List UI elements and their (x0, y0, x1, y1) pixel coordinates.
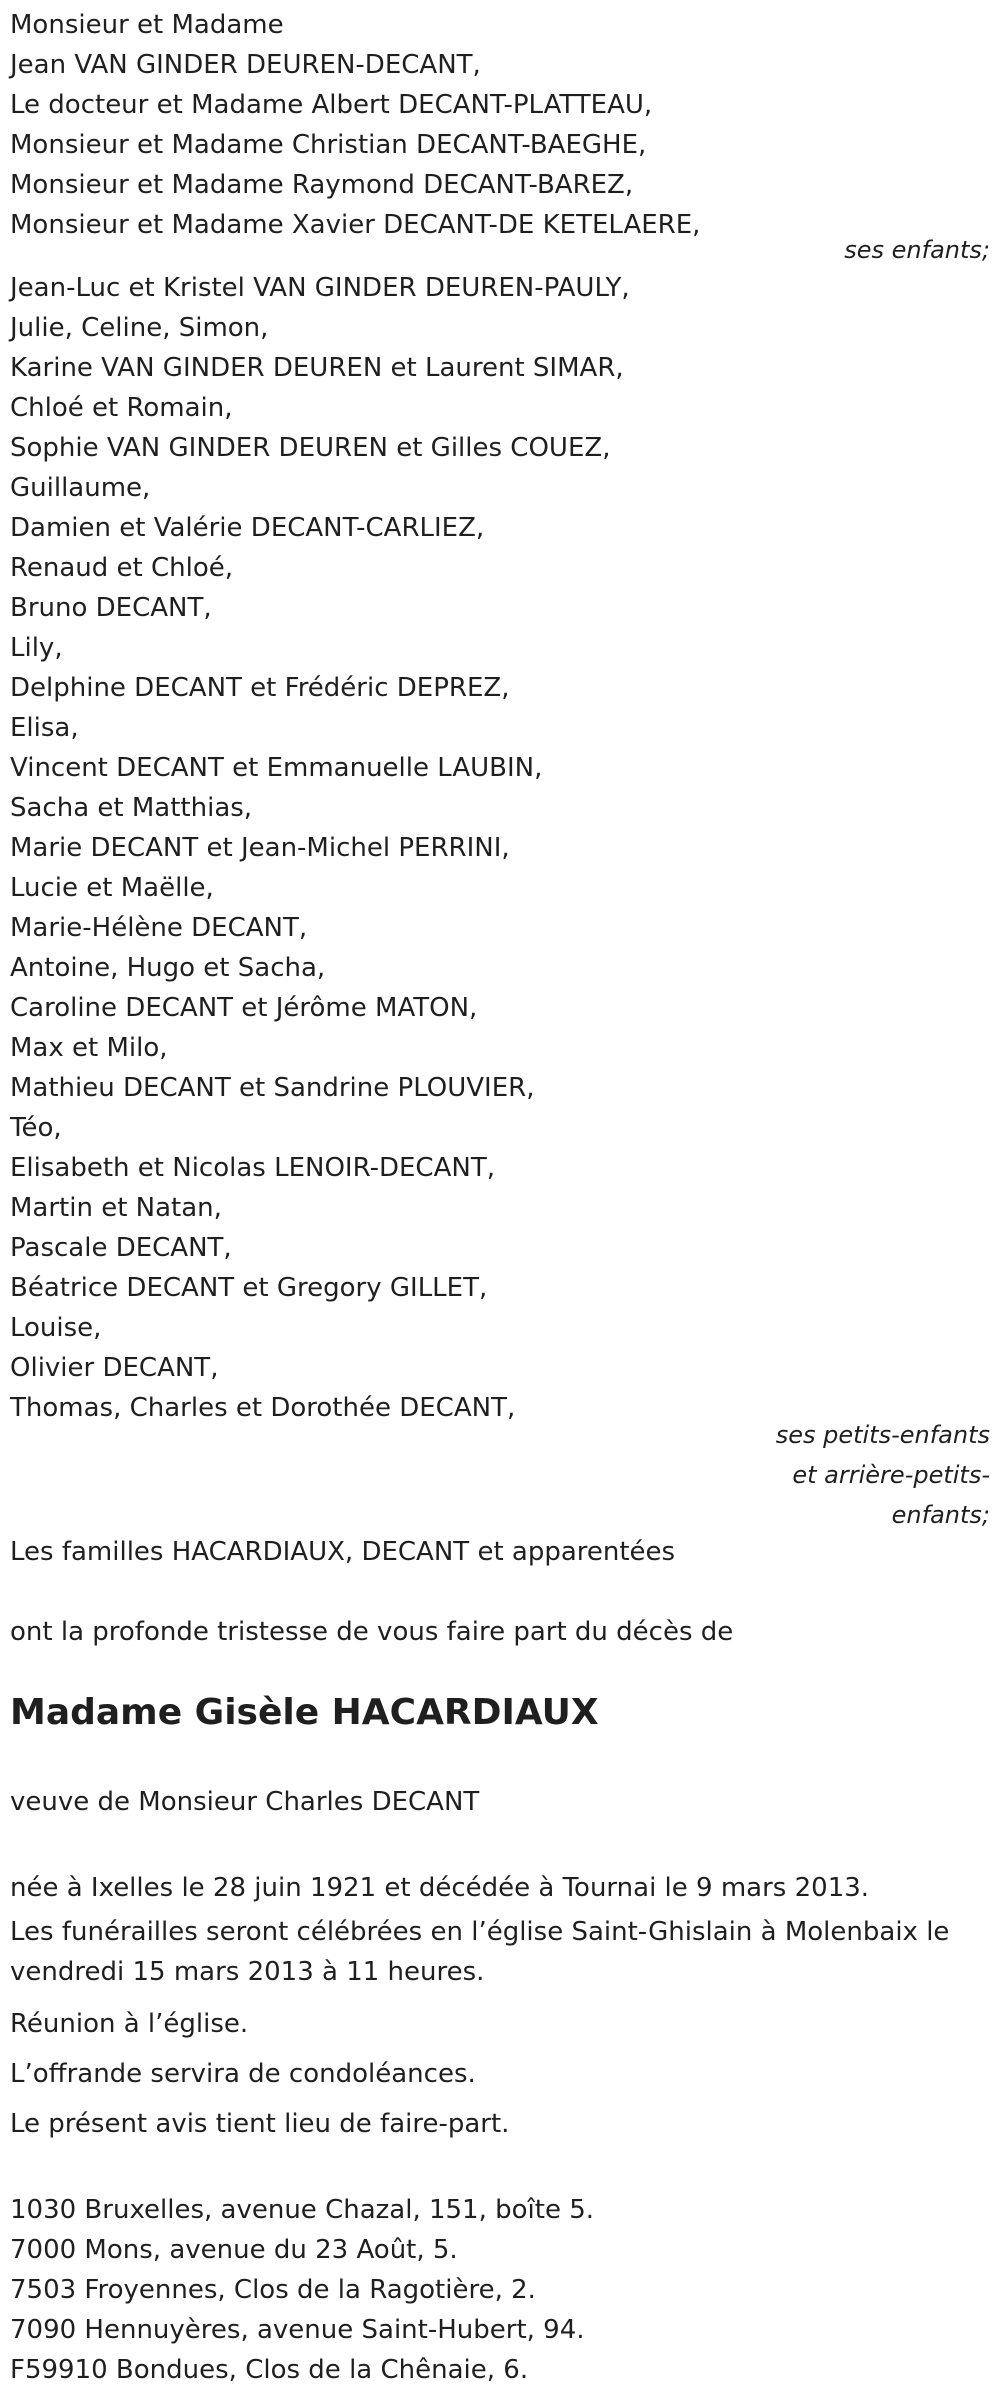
grandchildren-line: Renaud et Chloé, (10, 553, 234, 583)
children-line: Jean VAN GINDER DEUREN-DECANT, (10, 50, 481, 80)
grandchildren-line: Chloé et Romain, (10, 393, 233, 423)
grandchildren-line: Lily, (10, 633, 63, 663)
grandchildren-role-label: ses petits-enfants (775, 1421, 990, 1449)
grandchildren-line: Vincent DECANT et Emmanuelle LAUBIN, (10, 753, 543, 783)
grandchildren-line: Mathieu DECANT et Sandrine PLOUVIER, (10, 1073, 535, 1103)
grandchildren-line: Sacha et Matthias, (10, 793, 253, 823)
children-line: Monsieur et Madame Raymond DECANT-BAREZ, (10, 170, 634, 200)
grandchildren-line: Louise, (10, 1313, 102, 1343)
grandchildren-line: Olivier DECANT, (10, 1353, 219, 1383)
birth-death-line: née à Ixelles le 28 juin 1921 et décédée à Tournai le 9 mars 2013. (10, 1873, 870, 1903)
grandchildren-line: Antoine, Hugo et Sacha, (10, 953, 326, 983)
address-line: 7503 Froyennes, Clos de la Ragotière, 2. (10, 2275, 536, 2305)
address-line: F59910 Bondues, Clos de la Chênaie, 6. (10, 2355, 529, 2385)
funeral-paragraph: Les funérailles seront célébrées en l’église Saint-Ghislain à Molenbaix le vendredi 15 mars 2013 à 11 heures. (10, 1917, 950, 1987)
children-role-label: ses enfants; (844, 236, 990, 264)
grandchildren-role-label: enfants; (891, 1501, 990, 1529)
grandchildren-line: Elisa, (10, 713, 79, 743)
grandchildren-line: Jean-Luc et Kristel VAN GINDER DEUREN-PAULY, (10, 273, 630, 303)
address-line: 7090 Hennuyères, avenue Saint-Hubert, 94. (10, 2315, 585, 2345)
grandchildren-line: Sophie VAN GINDER DEUREN et Gilles COUEZ, (10, 433, 611, 463)
offering-line: L’offrande servira de condoléances. (10, 2059, 476, 2089)
grandchildren-line: Martin et Natan, (10, 1193, 222, 1223)
grandchildren-line: Karine VAN GINDER DEUREN et Laurent SIMAR, (10, 353, 624, 383)
grandchildren-line: Delphine DECANT et Frédéric DEPREZ, (10, 673, 510, 703)
grandchildren-line: Marie-Hélène DECANT, (10, 913, 308, 943)
grandchildren-line: Béatrice DECANT et Gregory GILLET, (10, 1273, 488, 1303)
grandchildren-line: Caroline DECANT et Jérôme MATON, (10, 993, 478, 1023)
grandchildren-line: Bruno DECANT, (10, 593, 212, 623)
grandchildren-line: Elisabeth et Nicolas LENOIR-DECANT, (10, 1153, 495, 1183)
grandchildren-line: Julie, Celine, Simon, (10, 313, 269, 343)
grandchildren-line: Guillaume, (10, 473, 151, 503)
meeting-line: Réunion à l’église. (10, 2009, 249, 2039)
grandchildren-role-label: et arrière-petits- (792, 1461, 990, 1489)
grandchildren-line: Pascale DECANT, (10, 1233, 232, 1263)
deceased-name: Madame Gisèle HACARDIAUX (10, 1692, 599, 1733)
children-line: Monsieur et Madame (10, 10, 284, 40)
children-line: Monsieur et Madame Christian DECANT-BAEGHE, (10, 130, 647, 160)
notice-line: Le présent avis tient lieu de faire-part. (10, 2109, 510, 2139)
grandchildren-line: Thomas, Charles et Dorothée DECANT, (10, 1393, 516, 1423)
grandchildren-line: Téo, (10, 1113, 62, 1143)
children-line: Monsieur et Madame Xavier DECANT-DE KETELAERE, (10, 210, 701, 240)
grandchildren-line: Marie DECANT et Jean-Michel PERRINI, (10, 833, 510, 863)
address-line: 1030 Bruxelles, avenue Chazal, 151, boîte 5. (10, 2195, 595, 2225)
children-line: Le docteur et Madame Albert DECANT-PLATTEAU, (10, 90, 653, 120)
grandchildren-line: Max et Milo, (10, 1033, 168, 1063)
widow-of-line: veuve de Monsieur Charles DECANT (10, 1787, 480, 1817)
grandchildren-line: Damien et Valérie DECANT-CARLIEZ, (10, 513, 485, 543)
announcement-line: ont la profonde tristesse de vous faire part du décès de (10, 1617, 734, 1647)
address-line: 7000 Mons, avenue du 23 Août, 5. (10, 2235, 458, 2265)
grandchildren-line: Lucie et Maëlle, (10, 873, 214, 903)
families-line: Les familles HACARDIAUX, DECANT et apparentées (10, 1537, 676, 1567)
